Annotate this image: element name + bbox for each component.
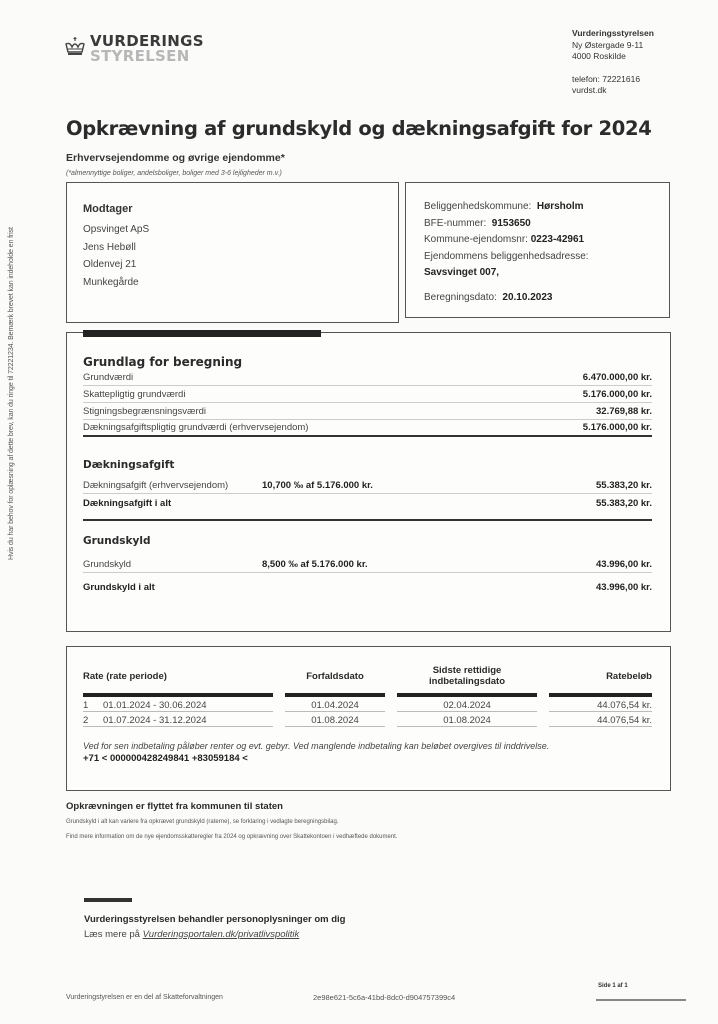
row-rate: 10,700 ‰ af 5.176.000 kr. bbox=[262, 480, 373, 491]
logo-line1: VURDERINGS bbox=[90, 32, 204, 50]
calc-date-value: 20.10.2023 bbox=[502, 291, 553, 303]
recipient-line: Jens Hebøll bbox=[83, 241, 136, 253]
privacy-bar bbox=[84, 898, 132, 902]
moved-text-1: Grundskyld i alt kan variere fra opkrævet grundskyld (raterne), se forklaring i vedlagte beregningsbilag. bbox=[66, 819, 339, 825]
sender-address bbox=[572, 28, 654, 97]
moved-notice bbox=[66, 801, 398, 840]
col-last-date-line1: Sidste rettidige bbox=[432, 665, 502, 676]
basis-row bbox=[83, 369, 652, 386]
land-tax-row bbox=[83, 553, 652, 573]
sender-street: Ny Østergade 9-11 bbox=[572, 39, 644, 50]
late-payment-notice: Ved for sen indbetaling påløber renter og evt. gebyr. Ved manglende indbetaling kan beløbet overgives til inddrivelse. bbox=[83, 741, 550, 751]
sender-city: 4000 Roskilde bbox=[572, 51, 626, 61]
calculation-box bbox=[66, 332, 671, 632]
municipality-label: Beliggenhedskommune: bbox=[424, 201, 532, 212]
moved-text-2: Find mere information om de nye ejendomsskatteregler fra 2024 og opkrævning over Skattekontoen i vedhæftede dokument. bbox=[66, 834, 398, 840]
col-last-date-line2: indbetalingsdato bbox=[429, 676, 505, 687]
address-label: Ejendommens beliggenhedsadresse: bbox=[424, 250, 589, 262]
footer-divider bbox=[596, 999, 686, 1001]
footer-document-id: 2e98e621-5c6a-41bd-8dc0-d904757399c4 bbox=[313, 993, 456, 1002]
recipient-heading: Modtager bbox=[83, 203, 133, 215]
total-value: 55.383,20 kr. bbox=[596, 498, 652, 509]
bfe-label: BFE-nummer: bbox=[424, 217, 487, 229]
basis-row bbox=[83, 386, 652, 403]
rate-amount: 44.076,54 kr. bbox=[549, 712, 652, 727]
recipient-line: Munkegårde bbox=[83, 276, 139, 288]
logo-line2: STYRELSEN bbox=[90, 47, 190, 65]
row-label: Dækningsafgift (erhvervsejendom) bbox=[83, 480, 229, 491]
privacy-policy-link[interactable]: Vurderingsportalen.dk/privatlivspolitik bbox=[142, 929, 300, 940]
row-value: 5.176.000,00 kr. bbox=[582, 422, 652, 433]
rate-period: 01.07.2024 - 31.12.2024 bbox=[103, 714, 207, 726]
page-subtitle: Erhvervsejendomme og øvrige ejendomme* bbox=[66, 152, 285, 164]
row-value: 6.470.000,00 kr. bbox=[582, 372, 652, 383]
col-last-date bbox=[397, 665, 537, 697]
recipient-line: Opsvinget ApS bbox=[83, 224, 150, 235]
row-label: Grundskyld bbox=[83, 559, 132, 570]
row-value: 43.996,00 kr. bbox=[596, 559, 652, 570]
row-label: Stigningsbegrænsningsværdi bbox=[83, 406, 207, 417]
rate-number: 1 bbox=[83, 699, 89, 711]
footer-agency: Vurderingstyrelsen er en del af Skatteforvaltningen bbox=[66, 994, 223, 1001]
col-rate: Rate (rate periode) bbox=[83, 665, 273, 697]
section-tab-bar bbox=[83, 330, 321, 337]
crown-icon bbox=[64, 36, 86, 58]
table-row bbox=[83, 712, 652, 727]
privacy-section bbox=[84, 898, 345, 940]
sender-phone: telefon: 72221616 bbox=[572, 73, 641, 84]
due-date: 01.04.2024 bbox=[285, 697, 385, 712]
address-value: Savsvinget 007, bbox=[424, 267, 500, 278]
basis-row bbox=[83, 403, 652, 420]
coverage-fee-total bbox=[83, 494, 652, 511]
rate-number: 2 bbox=[83, 714, 89, 726]
rate-period: 01.01.2024 - 30.06.2024 bbox=[103, 699, 207, 711]
coverage-fee-heading: Dækningsafgift bbox=[83, 459, 175, 471]
logo bbox=[64, 34, 204, 64]
total-value: 43.996,00 kr. bbox=[596, 582, 652, 593]
bfe-value: 9153650 bbox=[491, 217, 531, 229]
total-label: Grundskyld i alt bbox=[83, 582, 155, 593]
sender-web: vurdst.dk bbox=[572, 85, 607, 95]
subtitle-footnote: (*almennyttige boliger, andelsboliger, boliger med 3-6 lejligheder m.v.) bbox=[66, 170, 282, 177]
rate-amount: 44.076,54 kr. bbox=[549, 697, 652, 712]
last-payment-date: 01.08.2024 bbox=[397, 712, 537, 727]
sender-name: Vurderingsstyrelsen bbox=[572, 28, 654, 38]
recipient-line: Oldenvej 21 bbox=[83, 259, 137, 270]
municipality-value: Hørsholm bbox=[536, 201, 584, 212]
recipient-box bbox=[66, 182, 399, 323]
page-title: Opkrævning af grundskyld og dækningsafgift for 2024 bbox=[66, 117, 652, 140]
payment-ocr-line: +71 < 000000428249841 +83059184 < bbox=[83, 753, 248, 764]
land-tax-heading: Grundskyld bbox=[83, 535, 151, 547]
privacy-heading: Vurderingsstyrelsen behandler personoplysninger om dig bbox=[84, 914, 346, 925]
privacy-prefix: Læs mere på bbox=[84, 929, 143, 940]
kommune-nr-label: Kommune-ejendomsnr: bbox=[424, 234, 528, 245]
side-note: Hvis du har behov for oplæsning af dette brev, kan du ringe til 72221234. Bemærk brevet kan indeholde en frist bbox=[8, 227, 15, 560]
row-rate: 8,500 ‰ af 5.176.000 kr. bbox=[262, 559, 368, 570]
installments-table bbox=[83, 665, 652, 727]
row-value: 32.769,88 kr. bbox=[596, 406, 652, 417]
row-value: 55.383,20 kr. bbox=[596, 480, 652, 491]
land-tax-total bbox=[83, 573, 652, 595]
moved-heading: Opkrævningen er flyttet fra kommunen til staten bbox=[66, 801, 283, 812]
kommune-nr-value: 0223-42961 bbox=[530, 234, 585, 245]
due-date: 01.08.2024 bbox=[285, 712, 385, 727]
property-info-box bbox=[405, 182, 670, 318]
coverage-fee-row bbox=[83, 477, 652, 494]
basis-row bbox=[83, 420, 652, 437]
col-due: Forfaldsdato bbox=[285, 665, 385, 697]
table-row bbox=[83, 697, 652, 712]
page-indicator: Side 1 af 1 bbox=[598, 983, 628, 989]
installments-box bbox=[66, 646, 671, 791]
total-label: Dækningsafgift i alt bbox=[83, 498, 172, 509]
row-label: Skattepligtig grundværdi bbox=[83, 389, 186, 400]
basis-heading: Grundlag for beregning bbox=[83, 355, 243, 369]
row-value: 5.176.000,00 kr. bbox=[582, 389, 652, 400]
calc-date-label: Beregningsdato: bbox=[424, 291, 497, 303]
row-label: Dækningsafgiftspligtig grundværdi (erhvervsejendom) bbox=[83, 422, 309, 433]
row-label: Grundværdi bbox=[83, 372, 134, 383]
last-payment-date: 02.04.2024 bbox=[397, 697, 537, 712]
col-amount: Ratebeløb bbox=[549, 665, 652, 697]
